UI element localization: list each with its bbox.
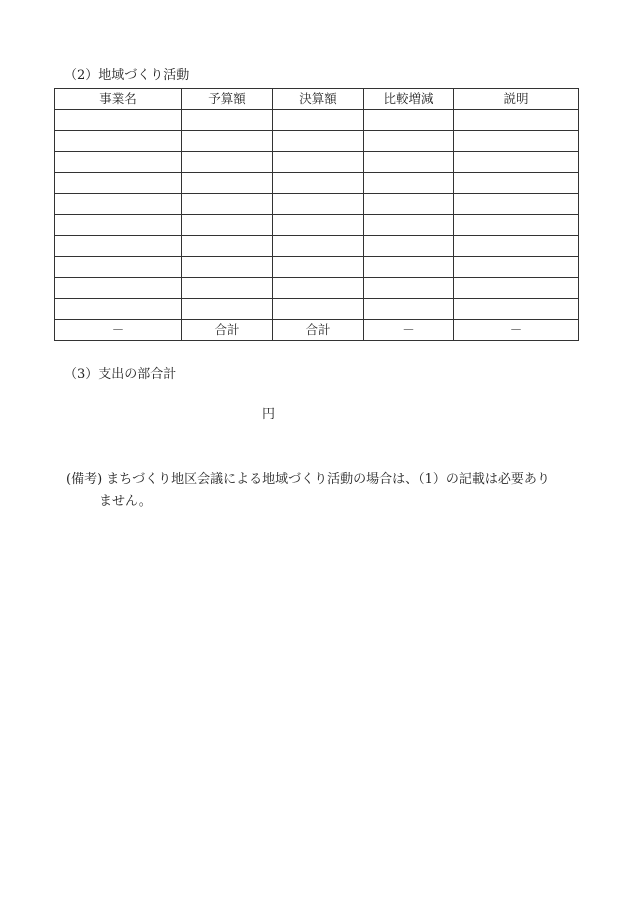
- cell[interactable]: [55, 152, 182, 173]
- activity-budget-table: [54, 88, 579, 341]
- cell[interactable]: [273, 173, 364, 194]
- cell[interactable]: [364, 194, 454, 215]
- totals-difference-dash: －: [364, 320, 454, 341]
- cell[interactable]: [55, 257, 182, 278]
- cell[interactable]: [454, 257, 579, 278]
- remarks-line1: (備考) まちづくり地区会議による地域づくり活動の場合は、（1）の記載は必要あり: [66, 472, 550, 487]
- cell[interactable]: [454, 131, 579, 152]
- cell[interactable]: [454, 299, 579, 320]
- cell[interactable]: [454, 194, 579, 215]
- cell[interactable]: [364, 173, 454, 194]
- cell[interactable]: [182, 215, 273, 236]
- totals-budget-label: 合計: [182, 320, 273, 341]
- cell[interactable]: [454, 278, 579, 299]
- table-row: [55, 257, 579, 278]
- table-row: [55, 278, 579, 299]
- cell[interactable]: [454, 152, 579, 173]
- cell[interactable]: [273, 278, 364, 299]
- remarks-line2: ません。: [99, 494, 152, 509]
- cell[interactable]: [182, 257, 273, 278]
- cell[interactable]: [273, 194, 364, 215]
- table-header-row: [55, 89, 579, 110]
- table-row: [55, 236, 579, 257]
- cell[interactable]: [55, 299, 182, 320]
- cell[interactable]: [454, 236, 579, 257]
- table-row: [55, 173, 579, 194]
- cell[interactable]: [55, 110, 182, 131]
- cell[interactable]: [182, 236, 273, 257]
- cell[interactable]: [182, 194, 273, 215]
- section2-heading: （2）地域づくり活動: [64, 68, 190, 83]
- column-header-budget: 予算額: [182, 89, 273, 110]
- table-row: [55, 215, 579, 236]
- cell[interactable]: [273, 299, 364, 320]
- cell[interactable]: [55, 194, 182, 215]
- cell[interactable]: [364, 257, 454, 278]
- section3-heading: （3）支出の部合計: [64, 367, 177, 382]
- cell[interactable]: [364, 299, 454, 320]
- table-row: [55, 110, 579, 131]
- cell[interactable]: [273, 131, 364, 152]
- cell[interactable]: [273, 152, 364, 173]
- totals-row: [55, 320, 579, 341]
- cell[interactable]: [273, 257, 364, 278]
- cell[interactable]: [454, 173, 579, 194]
- cell[interactable]: [182, 278, 273, 299]
- cell[interactable]: [182, 299, 273, 320]
- cell[interactable]: [364, 110, 454, 131]
- cell[interactable]: [364, 278, 454, 299]
- table-row: [55, 152, 579, 173]
- table-body: [55, 110, 579, 341]
- cell[interactable]: [55, 173, 182, 194]
- cell[interactable]: [182, 152, 273, 173]
- cell[interactable]: [273, 215, 364, 236]
- cell[interactable]: [182, 173, 273, 194]
- cell[interactable]: [364, 215, 454, 236]
- cell[interactable]: [364, 152, 454, 173]
- remarks-note: [66, 469, 586, 513]
- table-row: [55, 194, 579, 215]
- cell[interactable]: [182, 110, 273, 131]
- column-header-project-name: 事業名: [55, 89, 182, 110]
- column-header-description: 説明: [454, 89, 579, 110]
- cell[interactable]: [182, 131, 273, 152]
- cell[interactable]: [273, 236, 364, 257]
- cell[interactable]: [454, 110, 579, 131]
- cell[interactable]: [55, 278, 182, 299]
- cell[interactable]: [364, 131, 454, 152]
- table-row: [55, 131, 579, 152]
- cell[interactable]: [55, 215, 182, 236]
- total-amount-unit: 円: [262, 407, 276, 422]
- cell[interactable]: [364, 236, 454, 257]
- cell[interactable]: [55, 131, 182, 152]
- cell[interactable]: [273, 110, 364, 131]
- cell[interactable]: [55, 236, 182, 257]
- cell[interactable]: [454, 215, 579, 236]
- totals-settlement-label: 合計: [273, 320, 364, 341]
- totals-project-dash: －: [55, 320, 182, 341]
- table-row: [55, 299, 579, 320]
- totals-description-dash: －: [454, 320, 579, 341]
- column-header-settlement: 決算額: [273, 89, 364, 110]
- column-header-difference: 比較増減: [364, 89, 454, 110]
